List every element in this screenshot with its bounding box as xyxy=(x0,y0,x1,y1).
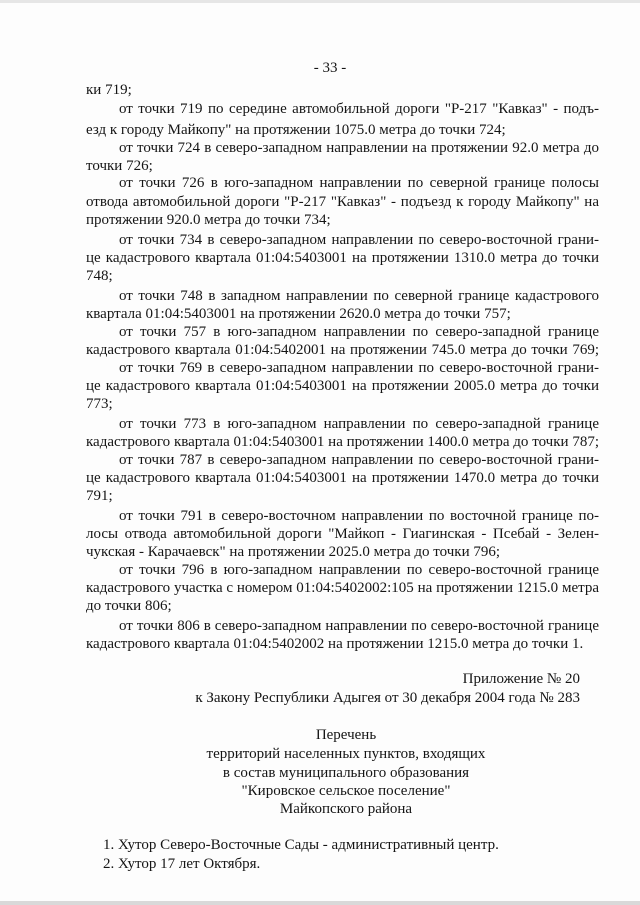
body-line: ки 719; xyxy=(86,82,132,98)
body-line: от точки 748 в западном направлении по северной границе кадастрового xyxy=(119,288,599,304)
body-line: от точки 791 в северо-восточном направлении по восточной границе по- xyxy=(119,508,599,524)
body-line: це кадастрового квартала 01:04:5403001 на протяжении 2005.0 метра до точки xyxy=(86,378,599,394)
body-line: кадастрового квартала 01:04:5402002 на протяжении 1215.0 метра до точки 1. xyxy=(86,636,584,652)
appendix-law: к Закону Республики Адыгея от 30 декабря 2004 года № 283 xyxy=(195,690,580,706)
list-heading-line: территорий населенных пунктов, входящих xyxy=(206,746,486,762)
list-item: 1. Хутор Северо-Восточные Сады - административный центр. xyxy=(103,837,499,853)
body-line: до точки 806; xyxy=(86,598,172,614)
body-line: от точки 787 в северо-западном направлении по северо-восточной грани- xyxy=(119,452,599,468)
body-line: от точки 757 в юго-западном направлении по северо-западной границе xyxy=(119,324,599,340)
body-line: от точки 769 в северо-западном направлении по северо-восточной грани- xyxy=(119,360,599,376)
body-line: чукская - Карачаевск" на протяжении 2025.0 метра до точки 796; xyxy=(86,544,501,560)
body-line: отвода автомобильной дороги "Р-217 "Кавказ" - подъезд к городу Майкопу" на xyxy=(86,194,599,210)
body-line: квартала 01:04:5403001 на протяжении 2620.0 метра до точки 757; xyxy=(86,306,511,322)
body-line: от точки 724 в северо-западном направлении на протяжении 92.0 метра до xyxy=(119,140,599,156)
body-line: 773; xyxy=(86,396,113,412)
list-heading-line: Майкопского района xyxy=(279,801,413,817)
body-line: от точки 726 в юго-западном направлении по северной границе полосы xyxy=(119,175,599,191)
appendix-title: Приложение № 20 xyxy=(462,671,580,687)
body-line: от точки 796 в юго-западном направлении по северо-восточной границе xyxy=(119,562,599,578)
body-line: точки 726; xyxy=(86,158,153,174)
scan-edge-bottom xyxy=(0,901,640,905)
list-heading-line: "Кировское сельское поселение" xyxy=(241,783,451,799)
body-line: протяжении 920.0 метра до точки 734; xyxy=(86,212,331,228)
body-line: це кадастрового квартала 01:04:5403001 на протяжении 1470.0 метра до точки xyxy=(86,470,599,486)
list-heading-title: Перечень xyxy=(315,727,377,743)
body-line: от точки 719 по середине автомобильной дороги "Р-217 "Кавказ" - подъ- xyxy=(119,101,599,117)
body-line: це кадастрового квартала 01:04:5403001 на протяжении 1310.0 метра до точки xyxy=(86,250,599,266)
list-item: 2. Хутор 17 лет Октября. xyxy=(103,856,261,872)
body-line: от точки 806 в северо-западном направлении по северо-восточной границе xyxy=(119,618,599,634)
body-line: от точки 734 в северо-западном направлении по северо-восточной грани- xyxy=(119,232,599,248)
body-line: езд к городу Майкопу" на протяжении 1075.0 метра до точки 724; xyxy=(86,122,506,138)
scan-edge-top xyxy=(0,0,640,3)
body-line: лосы отвода автомобильной дороги "Майкоп - Гиагинская - Псебай - Зелен- xyxy=(86,526,599,542)
body-line: кадастрового квартала 01:04:5403001 на протяжении 1400.0 метра до точки 787; xyxy=(86,434,599,450)
body-line: 748; xyxy=(86,268,113,284)
body-line: 791; xyxy=(86,488,113,504)
body-line: от точки 773 в юго-западном направлении по северо-западной границе xyxy=(119,416,599,432)
page-number: - 33 - xyxy=(313,60,347,76)
body-line: кадастрового участка с номером 01:04:5402002:105 на протяжении 1215.0 метра xyxy=(86,580,599,596)
list-heading-line: в состав муниципального образования xyxy=(222,765,470,781)
body-line: кадастрового квартала 01:04:5402001 на протяжении 745.0 метра до точки 769; xyxy=(86,342,599,358)
